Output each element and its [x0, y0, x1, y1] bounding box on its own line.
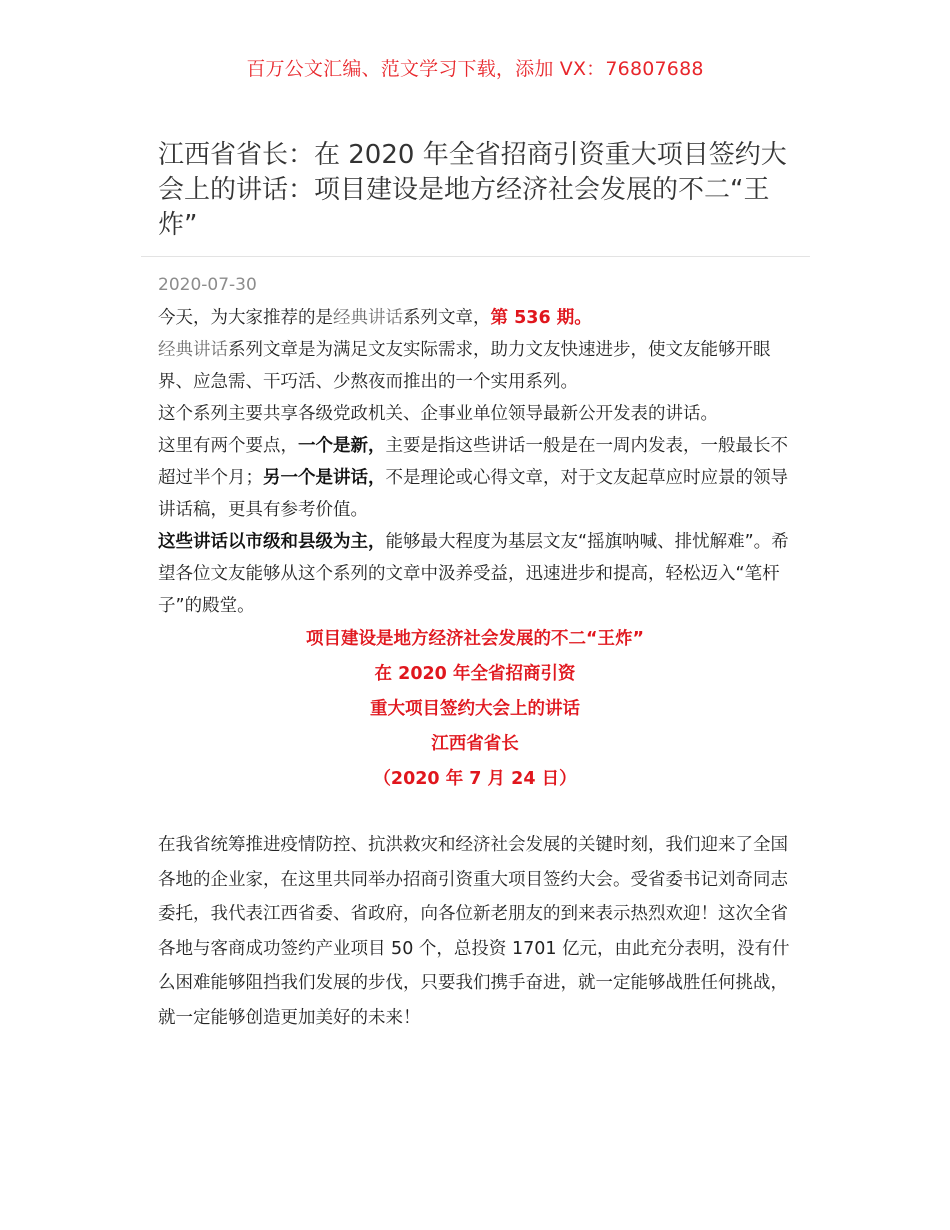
intro-paragraph-2 [158, 334, 794, 398]
intro-p2-text: 系列文章是为满足文友实际需求，助力文友快速进步，使文友能够开眼界、应急需、干巧活、少熬夜而推出的一个实用系列。 [158, 340, 771, 392]
title-divider [141, 256, 810, 257]
speech-heading [0, 622, 950, 797]
intro-paragraph-4 [158, 430, 794, 526]
intro-section [158, 302, 794, 622]
issue-number: 第 536 期。 [490, 308, 592, 328]
intro-p4-a: 这里有两个要点， [158, 436, 298, 456]
speech-body-paragraph: 在我省统筹推进疫情防控、抗洪救灾和经济社会发展的关键时刻，我们迎来了全国各地的企业家，在这里共同举办招商引资重大项目签约大会。受省委书记刘奇同志委托，我代表江西省委、省政府，向各位新老朋友的到来表示热烈欢迎！这次全省各地与客商成功签约产业项目 50 个，总投资 1701 亿元，由此充分表明，没有什么困难能够阻挡我们发展的步伐，只要我们携手奋进，就一定能够战胜任何挑战，就一定能够创造更加美好的未来！ [158, 835, 790, 1028]
speaker: 江西省省长 [431, 734, 519, 754]
intro-paragraph-3: 这个系列主要共享各级党政机关、企事业单位领导最新公开发表的讲话。 [158, 404, 718, 424]
intro-p4-e: 不是理论或心得文章，对于文友起草应时应景的领导讲话稿，更具有参考价值。 [158, 468, 788, 520]
promo-banner: 百万公文汇编、范文学习下载，添加 VX：76807688 [246, 58, 704, 80]
intro-paragraph-1 [158, 302, 794, 334]
intro-p4-c: 主要是指这些讲话一般是在一周内发表，一般最长不超过半个月； [158, 436, 788, 488]
intro-p4-bold-2: 另一个是讲话， [263, 468, 386, 488]
intro-p5-bold: 这些讲话以市级和县级为主， [158, 532, 386, 552]
intro-p4-bold-1: 一个是新， [298, 436, 386, 456]
series-name: 经典讲话 [333, 308, 403, 328]
speech-title: 项目建设是地方经济社会发展的不二“王炸” [305, 629, 644, 649]
intro-p1-middle: 系列文章， [403, 308, 491, 328]
speech-occasion-line-2: 重大项目签约大会上的讲话 [370, 699, 580, 719]
publish-date: 2020-07-30 [158, 275, 257, 295]
intro-p5-text: 能够最大程度为基层文友“摇旗呐喊、排忧解难”。希望各位文友能够从这个系列的文章中汲养受益，迅速进步和提高，轻松迈入“笔杆子”的殿堂。 [158, 532, 789, 616]
intro-paragraph-5 [158, 526, 794, 622]
speech-occasion-line-1: 在 2020 年全省招商引资 [374, 664, 576, 684]
article-title: 江西省省长：在 2020 年全省招商引资重大项目签约大会上的讲话：项目建设是地方经济社会发展的不二“王炸” [158, 140, 787, 240]
intro-p1-prefix: 今天，为大家推荐的是 [158, 308, 333, 328]
series-name-2: 经典讲话 [158, 340, 228, 360]
speech-date: （2020 年 7 月 24 日） [373, 769, 577, 789]
